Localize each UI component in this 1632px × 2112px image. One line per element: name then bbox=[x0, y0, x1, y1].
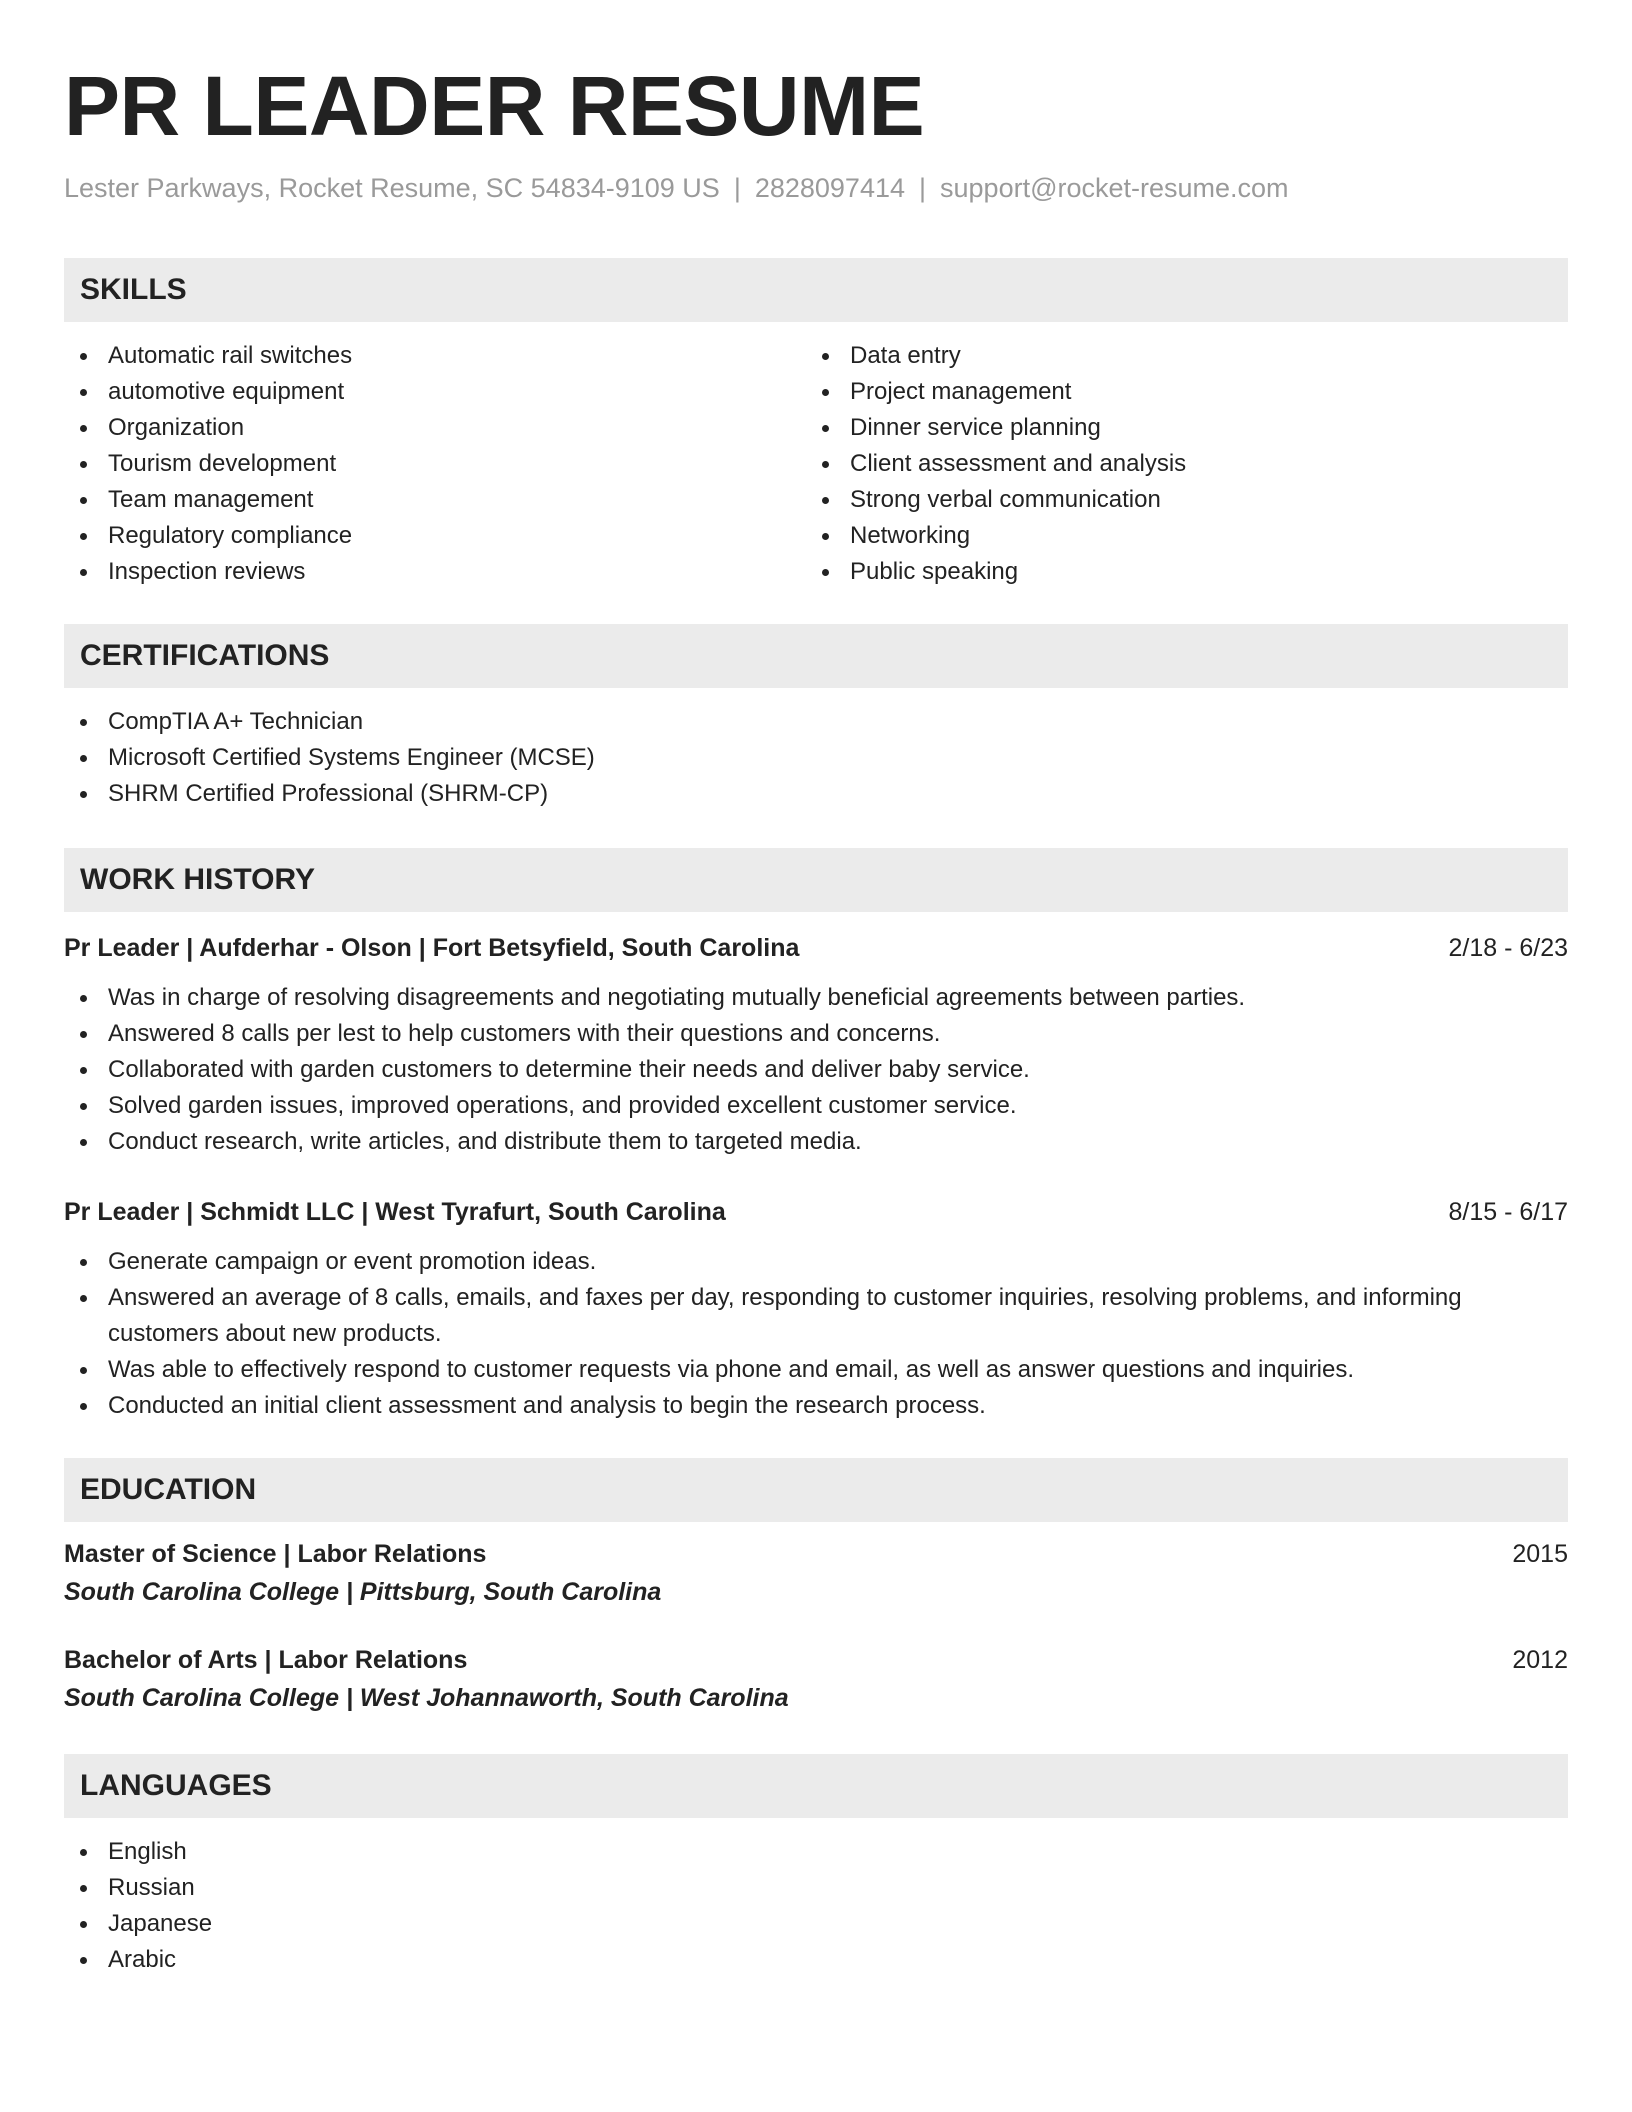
education-header bbox=[64, 1536, 1568, 1572]
education-header bbox=[64, 1642, 1568, 1678]
certifications-heading: CERTIFICATIONS bbox=[64, 624, 1568, 688]
education-heading: EDUCATION bbox=[64, 1458, 1568, 1522]
contact-phone: 2828097414 bbox=[754, 173, 905, 203]
education-year: 2015 bbox=[1512, 1540, 1568, 1568]
education-entry bbox=[64, 1642, 1568, 1718]
job-bullet: Was in charge of resolving disagreements and negotiating mutually beneficial agreements between parties. bbox=[64, 980, 1568, 1016]
education-year: 2012 bbox=[1512, 1646, 1568, 1674]
languages-section bbox=[64, 1754, 1568, 1978]
job-header bbox=[64, 1194, 1568, 1230]
languages-list bbox=[64, 1834, 1568, 1978]
work-history-heading: WORK HISTORY bbox=[64, 848, 1568, 912]
job-entry bbox=[64, 1194, 1568, 1424]
education-section bbox=[64, 1458, 1568, 1718]
skills-right-list bbox=[806, 338, 1548, 590]
education-school: South Carolina College | West Johannaworth, South Carolina bbox=[64, 1684, 789, 1712]
job-bullets bbox=[64, 1244, 1568, 1424]
work-history-section bbox=[64, 848, 1568, 1424]
skill-item: Networking bbox=[806, 518, 1548, 554]
language-item: Arabic bbox=[64, 1942, 1568, 1978]
certifications-list bbox=[64, 704, 1568, 812]
skills-heading: SKILLS bbox=[64, 258, 1568, 322]
education-entry bbox=[64, 1536, 1568, 1612]
skill-item: Tourism development bbox=[64, 446, 806, 482]
skill-item: Organization bbox=[64, 410, 806, 446]
skills-section bbox=[64, 258, 1568, 590]
skill-item: automotive equipment bbox=[64, 374, 806, 410]
job-bullet: Answered an average of 8 calls, emails, and faxes per day, responding to customer inquiries, resolving problems, and informing customers about new products. bbox=[64, 1280, 1568, 1352]
skill-item: Dinner service planning bbox=[806, 410, 1548, 446]
contact-email[interactable]: support@rocket-resume.com bbox=[940, 173, 1289, 203]
job-dates: 8/15 - 6/17 bbox=[1448, 1198, 1568, 1226]
contact-separator: | bbox=[919, 173, 927, 203]
job-header bbox=[64, 930, 1568, 966]
resume-page bbox=[64, 0, 1568, 1978]
certification-item: Microsoft Certified Systems Engineer (MCSE) bbox=[64, 740, 1568, 776]
skill-item: Team management bbox=[64, 482, 806, 518]
certifications-section bbox=[64, 624, 1568, 812]
job-bullets bbox=[64, 980, 1568, 1160]
language-item: Russian bbox=[64, 1870, 1568, 1906]
job-bullet: Collaborated with garden customers to determine their needs and deliver baby service. bbox=[64, 1052, 1568, 1088]
job-bullet: Generate campaign or event promotion ideas. bbox=[64, 1244, 1568, 1280]
skills-grid bbox=[64, 322, 1568, 590]
job-bullet: Solved garden issues, improved operations, and provided excellent customer service. bbox=[64, 1088, 1568, 1124]
language-item: Japanese bbox=[64, 1906, 1568, 1942]
resume-title: PR LEADER RESUME bbox=[64, 59, 925, 153]
skill-item: Regulatory compliance bbox=[64, 518, 806, 554]
job-dates: 2/18 - 6/23 bbox=[1448, 934, 1568, 962]
certification-item: CompTIA A+ Technician bbox=[64, 704, 1568, 740]
contact-address: Lester Parkways, Rocket Resume, SC 54834-9109 US bbox=[64, 173, 720, 203]
job-entry bbox=[64, 930, 1568, 1160]
skill-item: Data entry bbox=[806, 338, 1548, 374]
education-degree: Master of Science | Labor Relations bbox=[64, 1540, 487, 1568]
skill-item: Public speaking bbox=[806, 554, 1548, 590]
job-title: Pr Leader | Aufderhar - Olson | Fort Betsyfield, South Carolina bbox=[64, 934, 800, 962]
skills-left-list bbox=[64, 338, 806, 590]
skill-item: Automatic rail switches bbox=[64, 338, 806, 374]
job-bullet: Conducted an initial client assessment and analysis to begin the research process. bbox=[64, 1388, 1568, 1424]
contact-separator: | bbox=[733, 173, 741, 203]
education-school: South Carolina College | Pittsburg, South Carolina bbox=[64, 1578, 662, 1606]
job-bullet: Answered 8 calls per lest to help customers with their questions and concerns. bbox=[64, 1016, 1568, 1052]
skill-item: Client assessment and analysis bbox=[806, 446, 1548, 482]
job-title: Pr Leader | Schmidt LLC | West Tyrafurt, South Carolina bbox=[64, 1198, 726, 1226]
skill-item: Strong verbal communication bbox=[806, 482, 1548, 518]
skill-item: Project management bbox=[806, 374, 1548, 410]
certification-item: SHRM Certified Professional (SHRM-CP) bbox=[64, 776, 1568, 812]
education-degree: Bachelor of Arts | Labor Relations bbox=[64, 1646, 468, 1674]
language-item: English bbox=[64, 1834, 1568, 1870]
contact-line bbox=[64, 170, 1568, 206]
languages-heading: LANGUAGES bbox=[64, 1754, 1568, 1818]
skill-item: Inspection reviews bbox=[64, 554, 806, 590]
job-bullet: Was able to effectively respond to customer requests via phone and email, as well as answer questions and inquiries. bbox=[64, 1352, 1568, 1388]
job-bullet: Conduct research, write articles, and distribute them to targeted media. bbox=[64, 1124, 1568, 1160]
